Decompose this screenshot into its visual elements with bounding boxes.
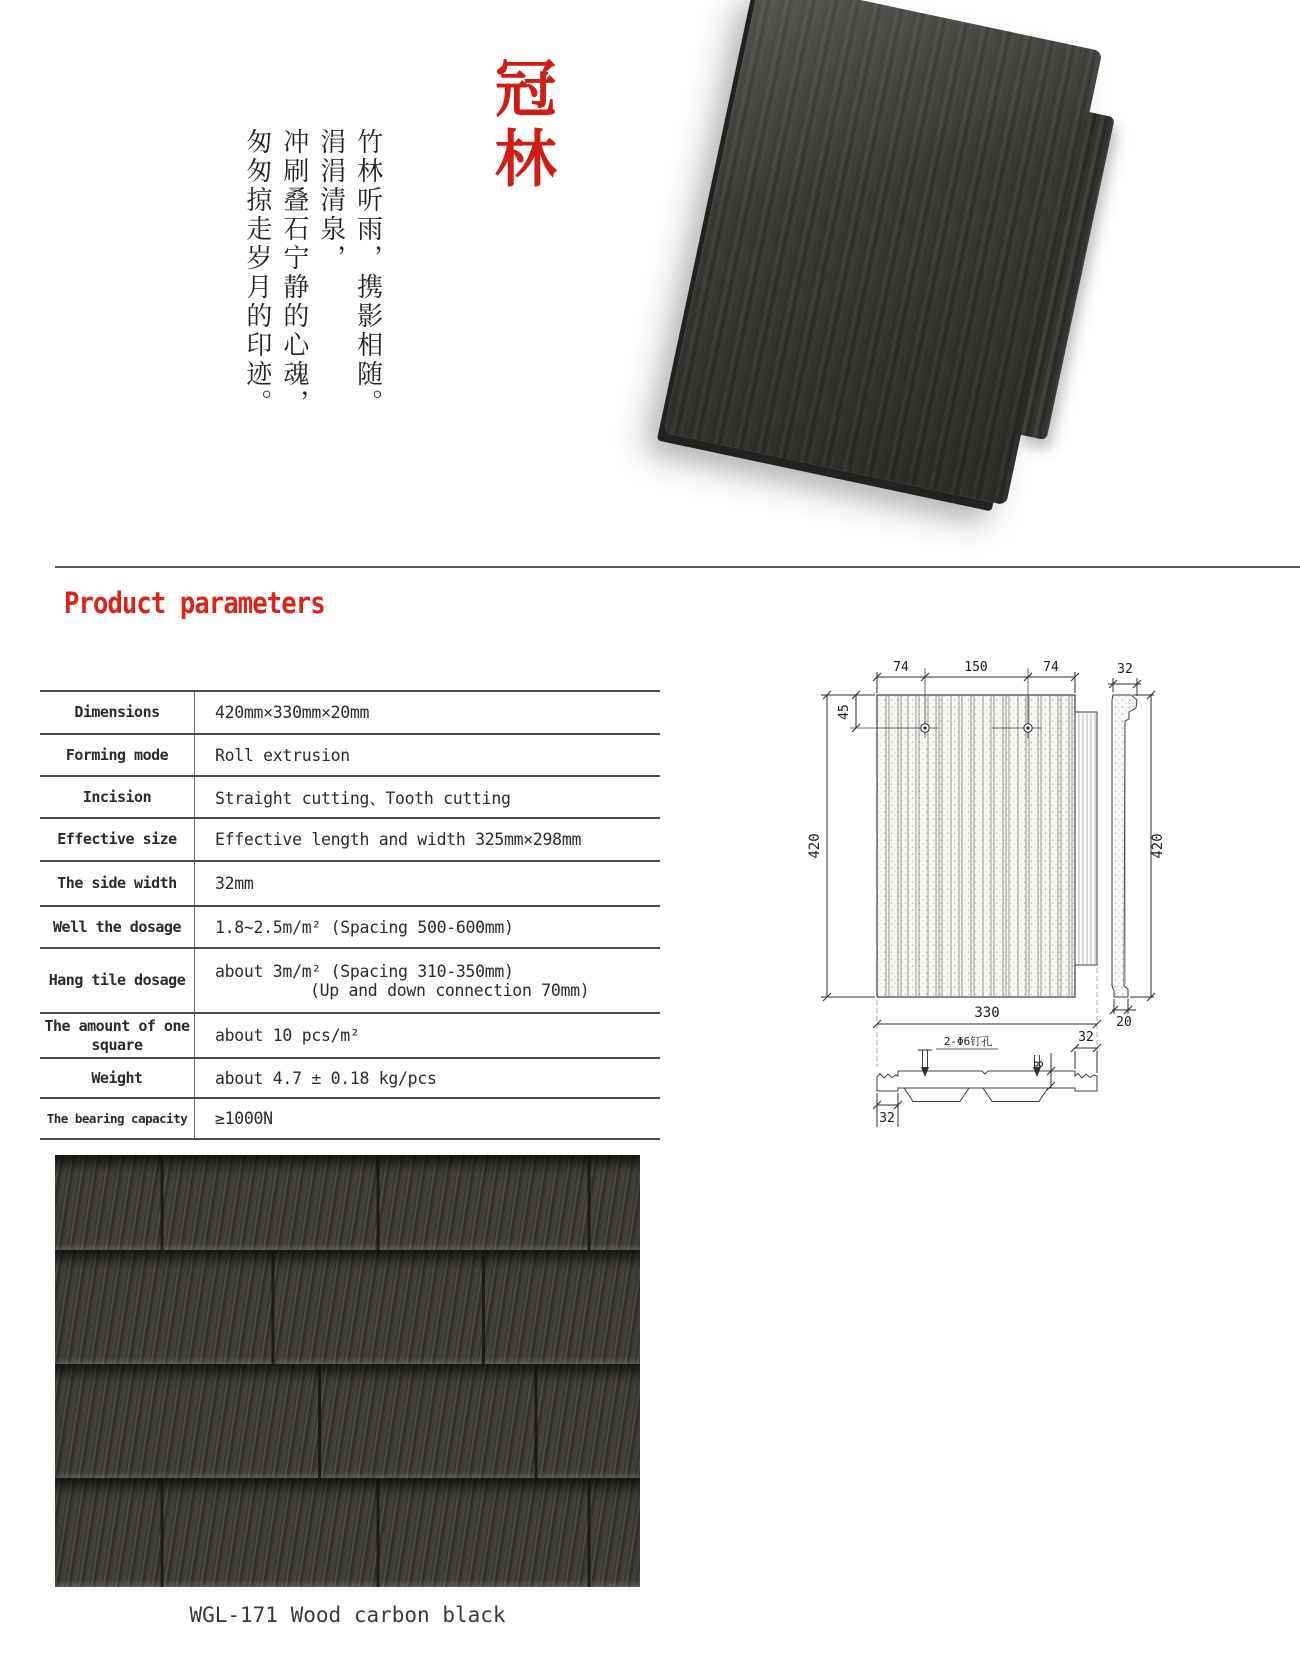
dim-side-420: 420 [1150, 833, 1166, 859]
row-value [195, 1099, 660, 1138]
dim-plan-45: 45 [837, 704, 852, 720]
row-label: Forming mode [40, 735, 195, 775]
row-label: The amount of one square [40, 1014, 195, 1057]
poem-column-2: 涓涓清泉， [315, 128, 346, 273]
table-row [40, 905, 660, 947]
dim-section-8: 8 [1032, 1060, 1046, 1068]
table-row [40, 733, 660, 775]
dim-side-32: 32 [1117, 662, 1133, 677]
poem-column-1: 竹林听雨，携影相随。 [352, 128, 383, 418]
table-row [40, 690, 660, 733]
dim-plan-420: 420 [807, 833, 823, 859]
tile-product-photo [618, 0, 1178, 539]
row-value [195, 777, 660, 817]
row-value [195, 1059, 660, 1097]
value-text: 420mm×330mm×20mm [215, 703, 370, 722]
roof-tile-row [55, 1155, 640, 1250]
dim-plan-330: 330 [974, 1005, 1000, 1021]
row-value [195, 862, 660, 905]
value-text: 32mm [215, 874, 254, 893]
table-row [40, 1097, 660, 1140]
side-view [1108, 662, 1166, 1030]
roof-tile-row [55, 1364, 640, 1478]
row-value [195, 735, 660, 775]
dim-plan-74-right: 74 [1043, 660, 1059, 675]
poem-text [238, 128, 386, 458]
roof-install-photo [55, 1155, 640, 1587]
row-value [195, 692, 660, 733]
row-label: Dimensions [40, 692, 195, 733]
page-title: Product parameters [64, 586, 325, 620]
row-label: Hang tile dosage [40, 949, 195, 1012]
dim-plan-74-left: 74 [893, 660, 909, 675]
row-label: The side width [40, 862, 195, 905]
row-label: Well the dosage [40, 907, 195, 947]
section-divider [55, 566, 1300, 568]
table-row [40, 817, 660, 860]
spec-table [40, 690, 660, 1140]
row-label: Effective size [40, 819, 195, 860]
value-text: about 4.7 ± 0.18 kg/pcs [215, 1068, 437, 1088]
poem-column-4: 匆匆掠走岁月的印迹。 [241, 128, 272, 418]
table-row [40, 775, 660, 817]
poem-column-3: 冲刷叠石宁静的心魂， [278, 128, 309, 418]
table-row [40, 947, 660, 1012]
dim-plan-150: 150 [964, 660, 988, 675]
roof-photo-block [55, 1155, 640, 1627]
roof-tile-row [55, 1250, 640, 1364]
technical-drawing [750, 600, 1170, 1160]
value-text: ≥1000N [215, 1109, 273, 1128]
product-caption: WGL-171 Wood carbon black [189, 1603, 506, 1627]
table-row [40, 1012, 660, 1057]
row-label: The bearing capacity [40, 1099, 195, 1138]
dim-section-32-right: 32 [1078, 1030, 1094, 1045]
value-text-line2: (Up and down connection 70mm) [310, 980, 590, 1000]
row-value [195, 907, 660, 947]
table-row [40, 1057, 660, 1097]
row-label: Incision [40, 777, 195, 817]
tile-interlock-step [1017, 111, 1115, 440]
note-nail-holes: 2-Φ6钉孔 [943, 1035, 993, 1048]
row-label: Weight [40, 1059, 195, 1097]
value-text: about 3m/m² (Spacing 310-350mm) [215, 961, 514, 981]
brand-logo: 冠林 [484, 56, 558, 196]
value-text: Straight cutting、Tooth cutting [215, 789, 511, 808]
value-text: about 10 pcs/m² [215, 1026, 360, 1045]
row-value [195, 949, 660, 1012]
dim-section-32-left: 32 [879, 1111, 895, 1126]
table-row [40, 860, 660, 905]
roof-tile-row [55, 1478, 640, 1587]
cross-section-view [873, 1030, 1101, 1127]
row-value [195, 819, 660, 860]
value-text: 1.8~2.5m/m² (Spacing 500-600mm) [215, 917, 514, 937]
dim-side-20: 20 [1116, 1015, 1132, 1030]
value-text: Roll extrusion [215, 745, 350, 765]
tile-face [664, 0, 1103, 505]
value-text: Effective length and width 325mm×298mm [215, 830, 582, 849]
plan-view [807, 660, 1101, 1067]
row-value [195, 1014, 660, 1057]
